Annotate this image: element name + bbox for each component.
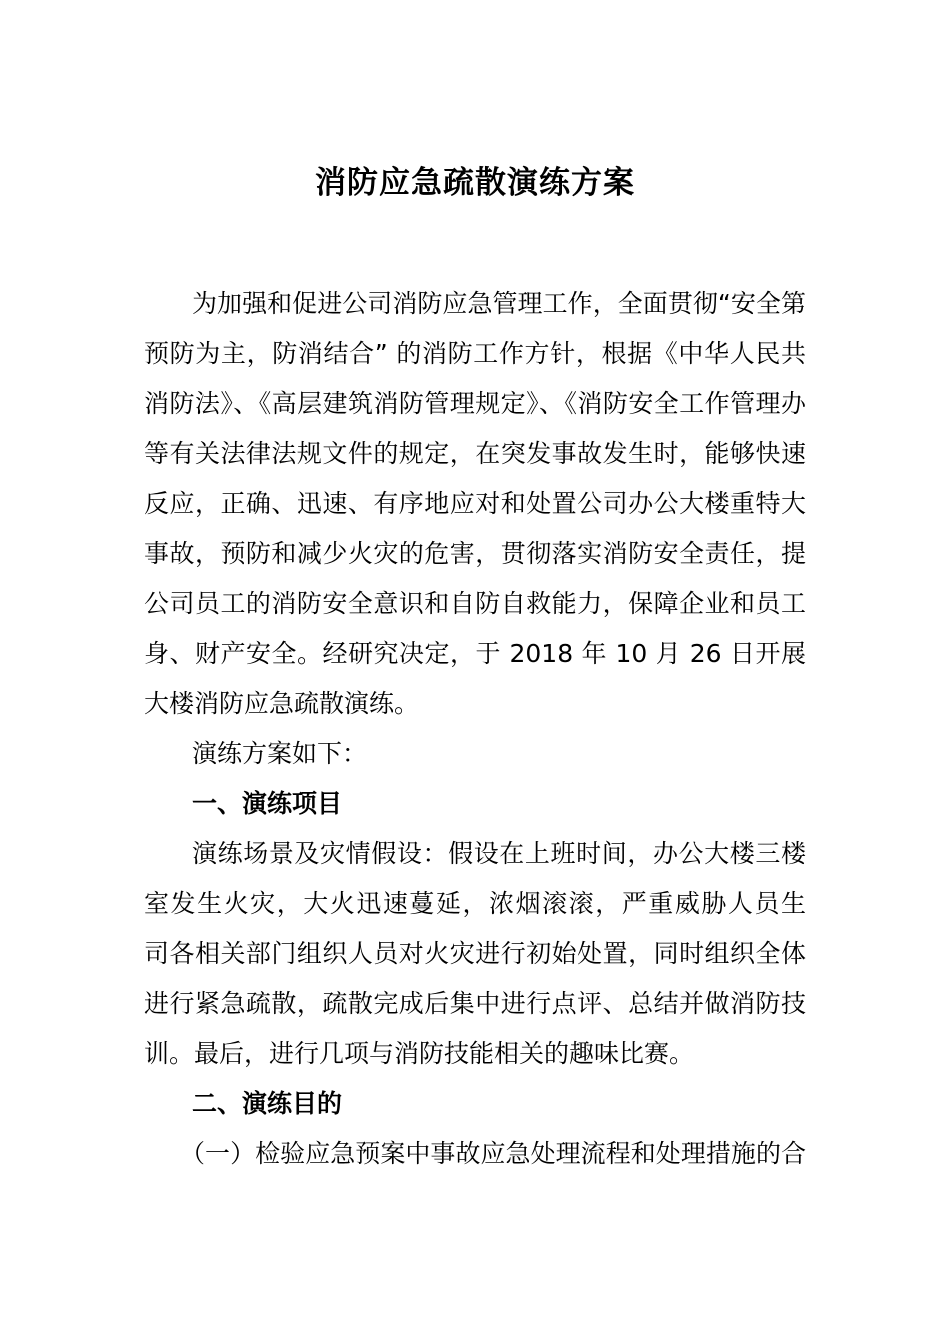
paragraph-line: 反应，正确、迅速、有序地应对和处置公司办公大楼重特大: [144, 489, 806, 518]
paragraph-line: 为加强和促进公司消防应急管理工作，全面贯彻“安全第: [192, 289, 806, 318]
paragraph-line: 室发生火灾，大火迅速蔓延，浓烟滚滚，严重威胁人员生: [144, 889, 806, 918]
paragraph-line: 事故，预防和减少火灾的危害，贯彻落实消防安全责任，提: [144, 539, 806, 568]
paragraph-line: 进行紧急疏散，疏散完成后集中进行点评、总结并做消防技: [144, 989, 806, 1018]
section-heading: 二、演练目的: [192, 1089, 343, 1118]
paragraph-line: 公司员工的消防安全意识和自防自救能力，保障企业和员工: [144, 589, 806, 618]
paragraph-line: 演练场景及灾情假设：假设在上班时间，办公大楼三楼: [192, 839, 806, 868]
paragraph-line: 训。最后，进行几项与消防技能相关的趣味比赛。: [144, 1039, 695, 1068]
paragraph-line: 大楼消防应急疏散演练。: [144, 689, 420, 718]
plan-intro: 演练方案如下：: [192, 739, 368, 768]
section-heading: 一、演练项目: [192, 789, 343, 818]
paragraph-line: （一）检验应急预案中事故应急处理流程和处理措施的合: [180, 1139, 806, 1168]
paragraph-line: 预防为主，防消结合” 的消防工作方针，根据《中华人民共: [144, 339, 806, 368]
paragraph-line: 等有关法律法规文件的规定，在突发事故发生时，能够快速: [144, 439, 806, 468]
document-title: 消防应急疏散演练方案: [315, 165, 635, 201]
paragraph-line: 司各相关部门组织人员对火灾进行初始处置，同时组织全体: [144, 939, 806, 968]
paragraph-line: 身、财产安全。经研究决定，于 2018 年 10 月 26 日开展: [144, 639, 806, 668]
paragraph-line: 消防法》、《高层建筑消防管理规定》、《消防安全工作管理办: [144, 389, 806, 418]
